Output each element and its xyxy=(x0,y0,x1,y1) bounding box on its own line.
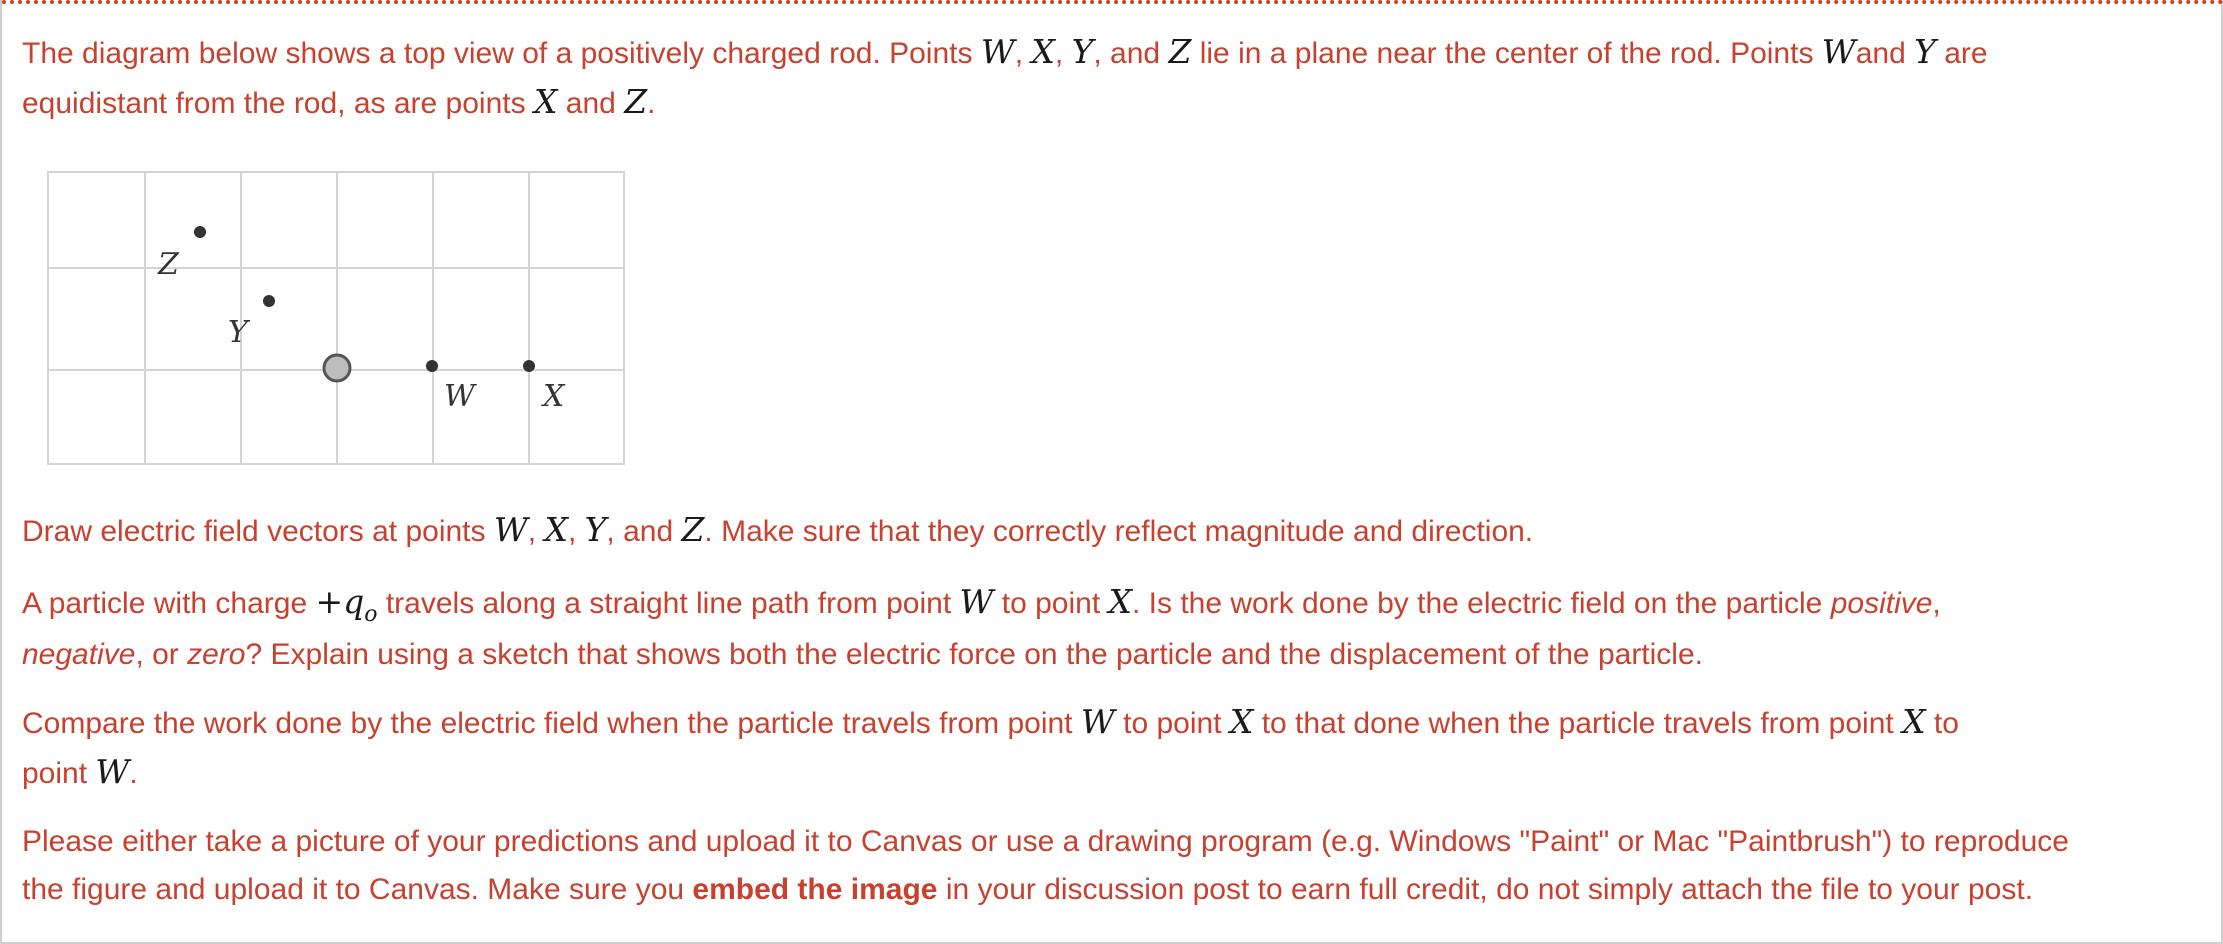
point-x-symbol: X xyxy=(533,82,558,121)
instructions-text-2: the figure and upload it to Canvas. Make sure you xyxy=(22,873,693,906)
intro-and-1: , and xyxy=(1093,37,1169,70)
intro-period: . xyxy=(647,87,656,120)
point-z-dot xyxy=(194,226,206,238)
q2-comma-1: , xyxy=(1932,587,1941,620)
point-w-symbol: W xyxy=(95,752,130,791)
intro-sep-1: , xyxy=(1014,37,1032,70)
q2-text-6: ? Explain using a sketch that shows both the electric force on the particle and the displacement of the particle. xyxy=(245,638,1703,671)
intro-and-2: and xyxy=(1855,37,1915,70)
label-z: Z xyxy=(158,247,179,282)
q3-period: . xyxy=(129,757,138,790)
intro-line-2 xyxy=(22,78,2202,128)
intro-text-3: are xyxy=(1935,37,1988,70)
question-3-line-2 xyxy=(22,748,2202,798)
point-y-symbol: Y xyxy=(1914,32,1936,71)
intro-text-4: equidistant from the rod, as are points xyxy=(22,87,534,120)
q3-text-3: to that done when the particle travels from point xyxy=(1253,707,1903,740)
intro-line-1 xyxy=(22,28,2202,78)
instructions-paragraph xyxy=(22,818,2202,914)
point-w-symbol: W xyxy=(980,32,1015,71)
label-x: X xyxy=(543,379,565,414)
point-x-symbol: X xyxy=(544,510,568,549)
q1-and-1: , and xyxy=(606,515,682,548)
q1-text-2: . Make sure that they correctly reflect magnitude and direction. xyxy=(704,515,1534,548)
word-positive: positive xyxy=(1830,587,1933,620)
q3-text-2: to point xyxy=(1114,707,1230,740)
charge-subscript: o xyxy=(364,602,378,627)
q2-text-3: to point xyxy=(993,587,1109,620)
q1-text-1: Draw electric field vectors at points xyxy=(22,515,494,548)
intro-sep-2: , xyxy=(1054,37,1072,70)
q2-text-4: . Is the work done by the electric field on the particle xyxy=(1132,587,1831,620)
q3-text-5: point xyxy=(22,757,96,790)
point-w-symbol: W xyxy=(1080,702,1115,741)
word-zero: zero xyxy=(187,638,246,671)
point-x-symbol: X xyxy=(1229,702,1254,741)
point-z-symbol: Z xyxy=(624,82,648,121)
point-x-dot xyxy=(523,360,535,372)
point-w-symbol: W xyxy=(1821,32,1856,71)
intro-text-2: lie in a plane near the center of the rod. Points xyxy=(1191,37,1822,70)
question-2-line-2 xyxy=(22,631,2202,679)
question-2-paragraph xyxy=(22,578,2202,679)
q3-text-4: to xyxy=(1925,707,1959,740)
point-w-dot xyxy=(426,360,438,372)
q1-sep-1: , xyxy=(527,515,545,548)
point-y-symbol: Y xyxy=(584,510,607,549)
question-1-line xyxy=(22,506,2202,556)
intro-text-1: The diagram below shows a top view of a positively charged rod. Points xyxy=(22,37,981,70)
q1-sep-2: , xyxy=(567,515,585,548)
point-y-dot xyxy=(263,295,275,307)
point-w-symbol: W xyxy=(959,582,994,621)
rod-grid-figure xyxy=(46,168,626,468)
label-w: W xyxy=(444,379,475,414)
instructions-text-3: in your discussion post to earn full credit, do not simply attach the file to your post. xyxy=(937,873,2034,906)
q2-text-2: travels along a straight line path from point xyxy=(377,587,960,620)
point-z-symbol: Z xyxy=(1168,32,1192,71)
question-3-paragraph xyxy=(22,698,2202,798)
instructions-line-1: Please either take a picture of your predictions and upload it to Canvas or use a drawing program (e.g. Windows "Paint" or Mac "Paintbrush") to reproduce xyxy=(22,825,2069,858)
label-y: Y xyxy=(228,315,248,350)
question-1-paragraph xyxy=(22,506,2202,556)
charged-rod-cross-section xyxy=(324,355,350,381)
intro-paragraph xyxy=(22,28,2202,128)
point-x-symbol: X xyxy=(1031,32,1055,71)
embed-image-emphasis: embed the image xyxy=(692,873,938,906)
charged-rod-diagram xyxy=(46,168,626,468)
word-negative: negative xyxy=(22,638,136,671)
q2-text-5: , or xyxy=(135,638,188,671)
instructions-line-2 xyxy=(22,866,2202,914)
question-3-line-1 xyxy=(22,698,2202,748)
point-x-symbol: X xyxy=(1902,702,1926,741)
point-z-symbol: Z xyxy=(681,510,705,549)
q3-text-1: Compare the work done by the electric field when the particle travels from point xyxy=(22,707,1081,740)
question-2-line-1 xyxy=(22,578,2202,631)
point-x-symbol: X xyxy=(1108,582,1132,621)
point-w-symbol: W xyxy=(493,510,528,549)
point-y-symbol: Y xyxy=(1071,32,1094,71)
intro-and-3: and xyxy=(557,87,625,120)
q2-text-1: A particle with charge xyxy=(22,587,316,620)
top-dotted-divider xyxy=(2,0,2223,4)
charge-symbol: +q xyxy=(315,582,365,621)
